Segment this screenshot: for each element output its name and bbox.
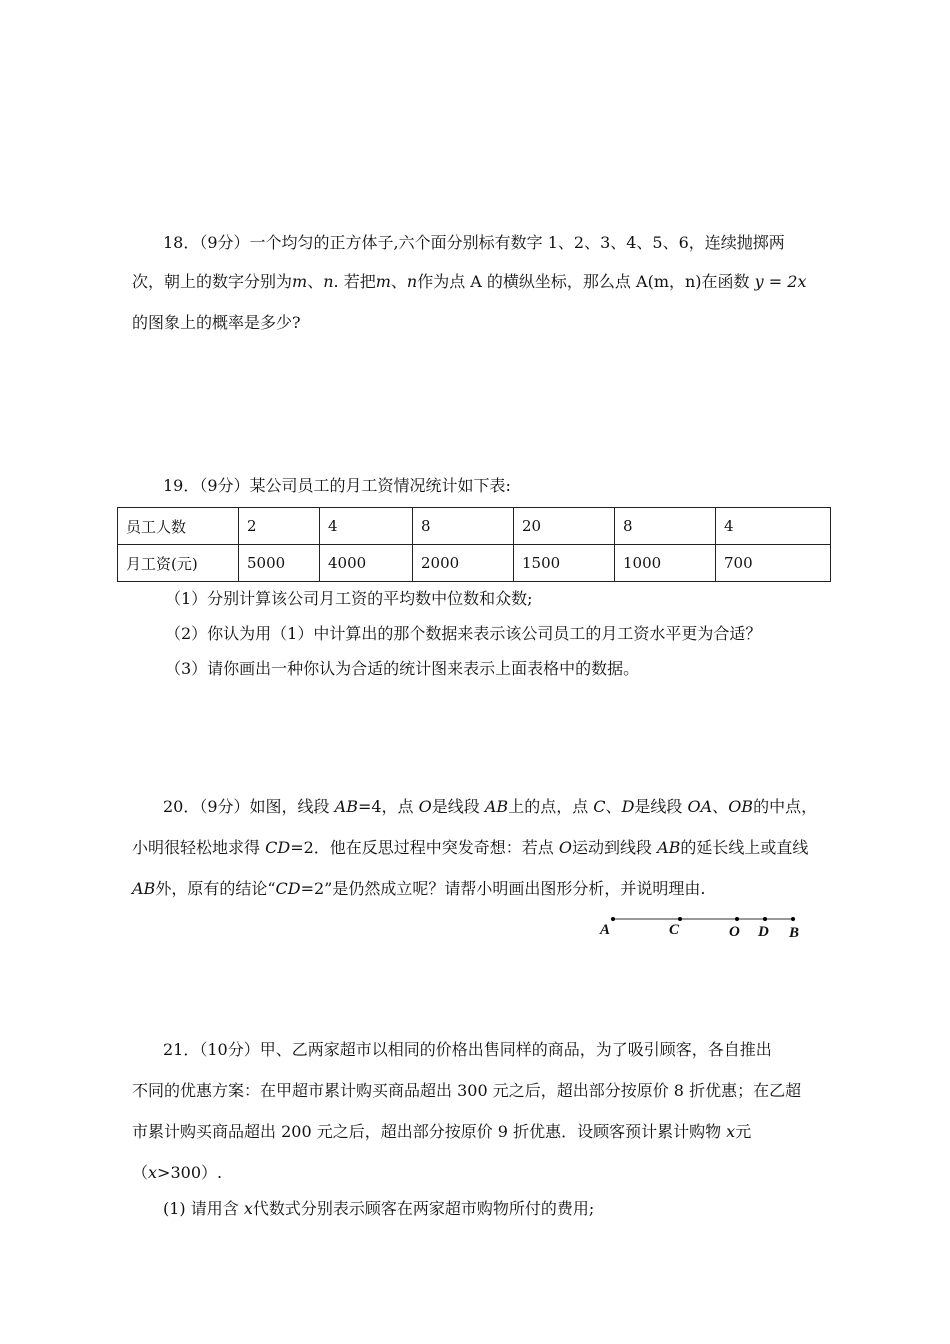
point-b-label: B bbox=[789, 925, 800, 941]
table-cell: 8 bbox=[413, 508, 514, 545]
q19-sub1: （1）分别计算该公司月工资的平均数中位数和众数; bbox=[165, 589, 533, 608]
table-cell: 5000 bbox=[239, 545, 320, 582]
table-cell: 月工资(元) bbox=[118, 545, 239, 582]
q21-line1: 21．（10分）甲、乙两家超市以相同的价格出售同样的商品，为了吸引顾客，各自推出 bbox=[163, 1040, 772, 1059]
point-d-dot bbox=[763, 917, 767, 921]
table-row bbox=[118, 545, 831, 582]
table-row bbox=[118, 508, 831, 545]
table-cell: 1500 bbox=[514, 545, 615, 582]
segment-diagram bbox=[600, 910, 810, 950]
table-cell: 20 bbox=[514, 508, 615, 545]
table-cell: 8 bbox=[615, 508, 716, 545]
salary-table bbox=[117, 507, 831, 582]
q20-line3: AB外，原有的结论“CD=2”是仍然成立呢？请帮小明画出图形分析，并说明理由. bbox=[132, 879, 706, 898]
q20-line1: 20．（9分）如图，线段 AB=4，点 O是线段 AB上的点，点 C、D是线段 OA、OB的中点， bbox=[163, 797, 818, 816]
q20-line2: 小明很轻松地求得 CD=2．他在反思过程中突发奇想：若点 O运动到线段 AB的延长线上或直线 bbox=[132, 838, 809, 857]
point-c-label: C bbox=[669, 922, 680, 938]
point-o-dot bbox=[735, 917, 739, 921]
function-expression: y = 2x bbox=[754, 272, 807, 291]
table-cell: 1000 bbox=[615, 545, 716, 582]
q18-line2: 次，朝上的数字分别为m、n. 若把m、n作为点 A 的横纵坐标，那么点 A(m，n)在函数 y = 2x bbox=[132, 272, 807, 291]
table-cell: 2 bbox=[239, 508, 320, 545]
table-cell: 2000 bbox=[413, 545, 514, 582]
point-o-label: O bbox=[729, 924, 740, 940]
point-b-dot bbox=[791, 917, 795, 921]
q21-line4: （x>300）. bbox=[132, 1163, 223, 1182]
point-c-dot bbox=[678, 917, 682, 921]
q19-sub3: （3）请你画出一种你认为合适的统计图来表示上面表格中的数据。 bbox=[165, 659, 640, 678]
q21-sub1: (1) 请用含 x代数式分别表示顾客在两家超市购物所付的费用; bbox=[163, 1199, 595, 1218]
table-cell: 4 bbox=[320, 508, 413, 545]
q19-intro: 19．（9分）某公司员工的月工资情况统计如下表: bbox=[163, 476, 511, 495]
point-a-dot bbox=[611, 917, 615, 921]
q21-line3: 市累计购买商品超出 200 元之后，超出部分按原价 9 折优惠．设顾客预计累计购物 x元 bbox=[132, 1122, 752, 1141]
table-cell: 4 bbox=[716, 508, 831, 545]
table-cell: 700 bbox=[716, 545, 831, 582]
table-cell: 4000 bbox=[320, 545, 413, 582]
q18-line1: 18．（9分）一个均匀的正方体子,六个面分别标有数字 1、2、3、4、5、6，连续抛掷两 bbox=[163, 233, 785, 252]
table-cell: 员工人数 bbox=[118, 508, 239, 545]
q19-sub2: （2）你认为用（1）中计算出的那个数据来表示该公司员工的月工资水平更为合适？ bbox=[165, 624, 762, 643]
point-d-label: D bbox=[758, 924, 769, 940]
q18-line3: 的图象上的概率是多少? bbox=[132, 313, 301, 332]
q21-line2: 不同的优惠方案：在甲超市累计购买商品超出 300 元之后，超出部分按原价 8 折优惠；在乙超 bbox=[132, 1081, 802, 1100]
point-a-label: A bbox=[600, 922, 611, 938]
